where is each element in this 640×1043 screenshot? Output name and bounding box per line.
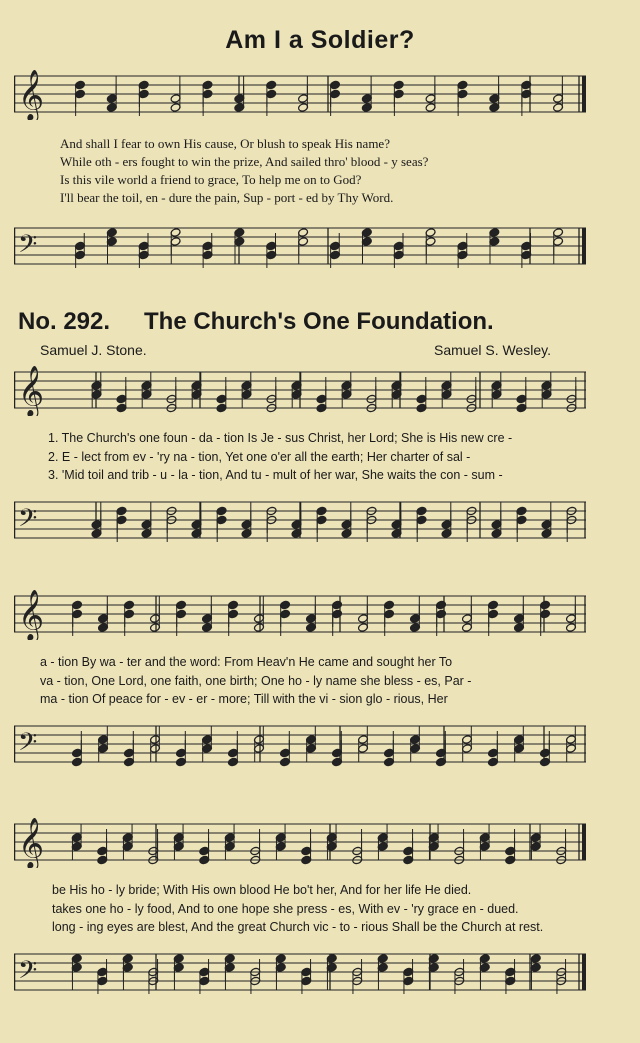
treble-clef-icon: 𝄞: [18, 70, 45, 120]
bass-clef-icon: 𝄢: [18, 503, 38, 539]
song2-system2-treble-staff: [14, 590, 586, 640]
song2-system1-bass-staff: [14, 496, 586, 546]
final-barline: [582, 76, 586, 112]
treble-clef-icon: 𝄞: [18, 590, 45, 640]
song1-lyric-verse-1: And shall I fear to own His cause, Or blush to speak His name?: [60, 136, 390, 151]
song2-system1-lyric-1: 1. The Church's one foun - da - tion Is Je - sus Christ, her Lord; She is His new cre -: [48, 431, 513, 445]
bass-clef-icon: 𝄢: [18, 955, 38, 991]
hymn-author: Samuel J. Stone.: [40, 342, 147, 358]
song1-lyric-verse-3: Is this vile world a friend to grace, To help me on to God?: [60, 172, 362, 187]
hymn-number: No. 292.: [18, 308, 111, 335]
final-barline: [582, 954, 586, 990]
bass-clef-icon: 𝄢: [18, 727, 38, 763]
song1-lyric-verse-4: I'll bear the toil, en - dure the pain, Sup - port - ed by Thy Word.: [60, 190, 394, 205]
song2-system3-lyric-2: takes one ho - ly food, And to one hope she press - es, With ev - 'ry grace en - dued.: [52, 902, 519, 916]
song1-treble-staff: [14, 70, 586, 120]
treble-clef-icon: 𝄞: [18, 818, 45, 868]
song2-system3-lyric-1: be His ho - ly bride; With His own blood He bo't her, And for her life He died.: [52, 883, 472, 897]
song2-system2-lyric-1: a - tion By wa - ter and the word: From Heav'n He came and sought her To: [40, 655, 453, 669]
song2-system1-lyric-2: 2. E - lect from ev - 'ry na - tion, Yet one o'er all the earth; Her charter of sal -: [48, 450, 471, 464]
hymn-title: The Church's One Foundation.: [144, 308, 494, 335]
song2-system3-bass-staff: [14, 948, 586, 998]
song2-system1-treble-staff: [14, 366, 586, 416]
final-barline: [582, 824, 586, 860]
song2-system2-lyric-2: va - tion, One Lord, one faith, one birth; One ho - ly name she bless - es, Par -: [40, 674, 472, 688]
song1-bass-staff: [14, 222, 586, 272]
song2-system2-bass-staff: [14, 720, 586, 770]
final-barline: [582, 228, 586, 264]
bass-clef-icon: 𝄢: [18, 229, 38, 265]
song2-system1-lyric-3: 3. 'Mid toil and trib - u - la - tion, And tu - mult of her war, She waits the con - sum -: [48, 468, 503, 482]
song1-lyric-verse-2: While oth - ers fought to win the prize, And sailed thro' blood - y seas?: [60, 154, 429, 169]
song2-system3-treble-staff: [14, 818, 586, 868]
song2-system3-lyric-3: long - ing eyes are blest, And the great Church vic - to - rious Shall be the Church at rest.: [52, 920, 544, 934]
treble-clef-icon: 𝄞: [18, 366, 45, 416]
song2-system2-lyric-3: ma - tion Of peace for - ev - er - more; Till with the vi - sion glo - rious, Her: [40, 692, 448, 706]
hymn-composer: Samuel S. Wesley.: [434, 342, 551, 358]
song-title: Am I a Soldier?: [225, 26, 415, 54]
